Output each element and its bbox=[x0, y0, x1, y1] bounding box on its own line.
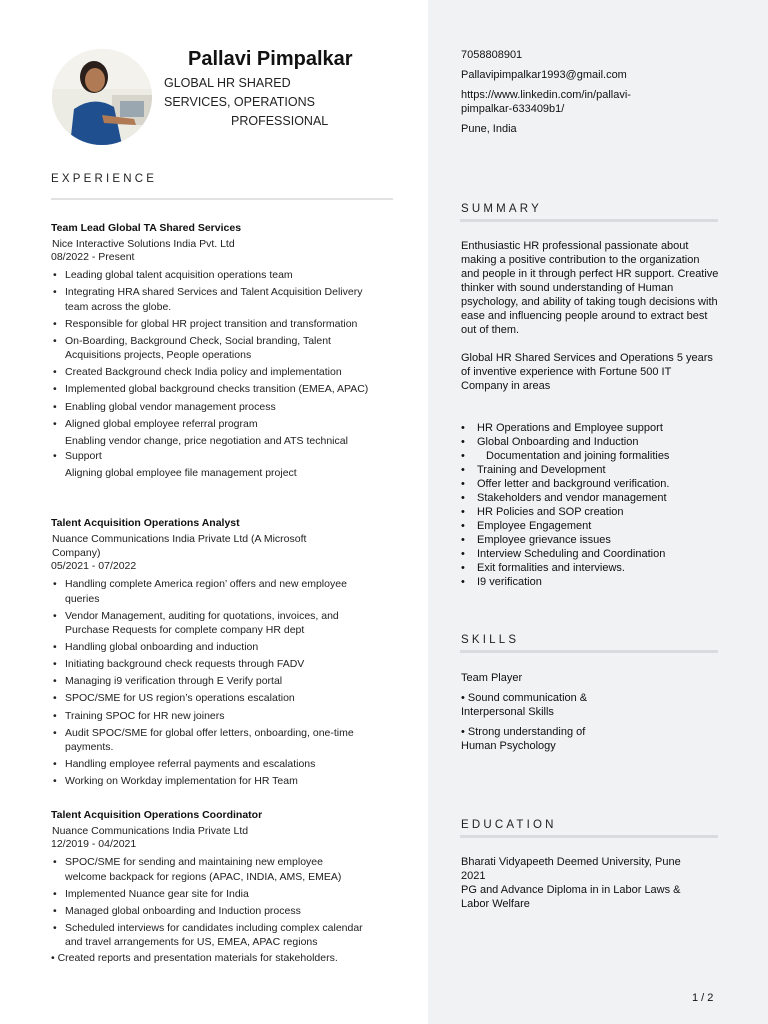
experience-heading: EXPERIENCE bbox=[51, 173, 158, 185]
job-bullet: • Implemented global background checks transition (EMEA, APAC) bbox=[51, 382, 371, 397]
job-title: Talent Acquisition Operations Analyst bbox=[51, 517, 240, 529]
education-heading: EDUCATION bbox=[461, 819, 557, 831]
job-bullet: • Training SPOC for HR new joiners bbox=[51, 709, 365, 724]
summary-paragraph-1: Enthusiastic HR professional passionate about making a positive contribution to the organization and people in it through perfect HR support. Creative thinker with sound understanding of Human psychology, and ability of taking tough decisions with ease and influencing people around to extract best out of them. bbox=[461, 240, 719, 336]
job-bullet: Aligning global employee file management project bbox=[65, 467, 297, 480]
area-item: • Global Onboarding and Induction bbox=[461, 435, 669, 449]
job-bullet: • Initiating background check requests through FADV bbox=[51, 657, 365, 672]
job-bullet-last: • Created reports and presentation materials for stakeholders. bbox=[51, 952, 338, 964]
page-number: 1 / 2 bbox=[692, 992, 714, 1004]
linkedin-line-1[interactable]: https://www.linkedin.com/in/pallavi- bbox=[461, 89, 631, 101]
skill-line: • Sound communication & bbox=[461, 692, 588, 704]
job-bullet: • Handling employee referral payments and escalations bbox=[51, 757, 365, 772]
summary-text bbox=[461, 239, 719, 407]
area-item: • Training and Development bbox=[461, 463, 669, 477]
job-bullet: • Integrating HRA shared Services and Talent Acquisition Delivery team across the globe. bbox=[51, 285, 371, 314]
skills-divider bbox=[460, 650, 718, 653]
skill-item bbox=[461, 725, 585, 753]
job-bullet: • Responsible for global HR project transition and transformation bbox=[51, 317, 371, 332]
job-bullet: • Scheduled interviews for candidates including complex calendar and travel arrangements for US, EMEA, APAC regions bbox=[51, 921, 365, 950]
role-line-1: GLOBAL HR SHARED bbox=[164, 76, 291, 90]
education-school: Bharati Vidyapeeth Deemed University, Pune bbox=[461, 856, 681, 868]
summary-divider bbox=[460, 219, 718, 222]
job-bullets bbox=[51, 855, 365, 950]
experience-divider bbox=[51, 198, 393, 200]
education-divider bbox=[460, 835, 718, 838]
job-entry bbox=[51, 222, 372, 483]
area-item: • Employee grievance issues bbox=[461, 533, 669, 547]
job-title: Team Lead Global TA Shared Services bbox=[51, 222, 242, 234]
role-line-2: SERVICES, OPERATIONS bbox=[164, 95, 315, 109]
summary-paragraph-2: Global HR Shared Services and Operations 5 years of inventive experience with Fortune 500 IT Company in areas bbox=[461, 352, 713, 392]
role-line-3: PROFESSIONAL bbox=[231, 114, 329, 128]
skill-line: Interpersonal Skills bbox=[461, 706, 554, 718]
skill-line: Human Psychology bbox=[461, 740, 556, 752]
job-bullet: • Aligned global employee referral program bbox=[51, 417, 371, 432]
education-year: 2021 bbox=[461, 870, 486, 882]
job-bullets bbox=[51, 268, 371, 481]
job-entry bbox=[51, 517, 365, 791]
linkedin-line-2[interactable]: pimpalkar-633409b1/ bbox=[461, 103, 565, 115]
job-bullet: • SPOC/SME for sending and maintaining new employee welcome backpack for regions (APAC, INDIA, AMS, EMEA) bbox=[51, 855, 365, 884]
contact-email[interactable]: Pallavipimpalkar1993@gmail.com bbox=[461, 69, 627, 81]
job-bullet: • Managing i9 verification through E Verify portal bbox=[51, 674, 365, 689]
job-bullet: • Handling complete America region’ offers and new employee queries bbox=[51, 577, 365, 606]
job-bullet: • Handling global onboarding and induction bbox=[51, 640, 365, 655]
job-bullet: • Support bbox=[51, 449, 371, 464]
contact-linkedin[interactable] bbox=[461, 88, 631, 116]
skill-item: Team Player bbox=[461, 672, 523, 684]
job-company: Nuance Communications India Private Ltd (A Microsoft Company) bbox=[52, 533, 307, 559]
contact-location: Pune, India bbox=[461, 123, 517, 135]
job-bullet: • Managed global onboarding and Induction process bbox=[51, 904, 365, 919]
contact-phone: 7058808901 bbox=[461, 49, 523, 61]
area-item: • I9 verification bbox=[461, 575, 669, 589]
job-bullet: • Leading global talent acquisition operations team bbox=[51, 268, 371, 283]
skills-heading: SKILLS bbox=[461, 634, 520, 646]
job-dates: 08/2022 - Present bbox=[51, 251, 135, 263]
job-bullet: • SPOC/SME for US region’s operations escalation bbox=[51, 691, 365, 706]
job-bullet: • Implemented Nuance gear site for India bbox=[51, 887, 365, 902]
job-dates: 12/2019 - 04/2021 bbox=[51, 838, 137, 850]
education-entry bbox=[461, 855, 711, 911]
job-title: Talent Acquisition Operations Coordinator bbox=[51, 809, 263, 821]
area-item: • HR Policies and SOP creation bbox=[461, 505, 669, 519]
job-entry bbox=[51, 809, 365, 952]
job-bullets bbox=[51, 577, 365, 789]
job-dates: 05/2021 - 07/2022 bbox=[51, 560, 137, 572]
candidate-role bbox=[164, 74, 354, 131]
area-item: • Stakeholders and vendor management bbox=[461, 491, 669, 505]
job-bullet: • On-Boarding, Background Check, Social branding, Talent Acquisitions projects, People operations bbox=[51, 334, 371, 363]
job-company: Nice Interactive Solutions India Pvt. Ltd bbox=[52, 238, 235, 250]
job-bullet: • Enabling global vendor management process bbox=[51, 400, 371, 415]
job-company: Nuance Communications India Private Ltd bbox=[52, 825, 249, 837]
profile-photo bbox=[52, 49, 152, 145]
job-bullet: • Audit SPOC/SME for global offer letters, onboarding, one-time payments. bbox=[51, 726, 365, 755]
area-item: • Offer letter and background verification. bbox=[461, 477, 669, 491]
summary-areas-list bbox=[461, 421, 669, 589]
skill-item bbox=[461, 691, 587, 719]
job-bullet: • Working on Workday implementation for HR Team bbox=[51, 774, 365, 789]
summary-heading: SUMMARY bbox=[461, 203, 542, 215]
job-bullet: Enabling vendor change, price negotiation and ATS technical bbox=[65, 434, 348, 447]
candidate-name: Pallavi Pimpalkar bbox=[188, 48, 353, 70]
education-degree: PG and Advance Diploma in in Labor Laws & Labor Welfare bbox=[461, 884, 681, 910]
job-bullet: • Vendor Management, auditing for quotations, invoices, and Purchase Requests for complete company HR dept bbox=[51, 609, 365, 638]
job-bullet: • Created Background check India policy and implementation bbox=[51, 365, 371, 380]
area-item: • HR Operations and Employee support bbox=[461, 421, 669, 435]
area-item: • Documentation and joining formalities bbox=[461, 449, 669, 463]
area-item: • Interview Scheduling and Coordination bbox=[461, 547, 669, 561]
area-item: • Employee Engagement bbox=[461, 519, 669, 533]
skill-line: • Strong understanding of bbox=[461, 726, 586, 738]
area-item: • Exit formalities and interviews. bbox=[461, 561, 669, 575]
